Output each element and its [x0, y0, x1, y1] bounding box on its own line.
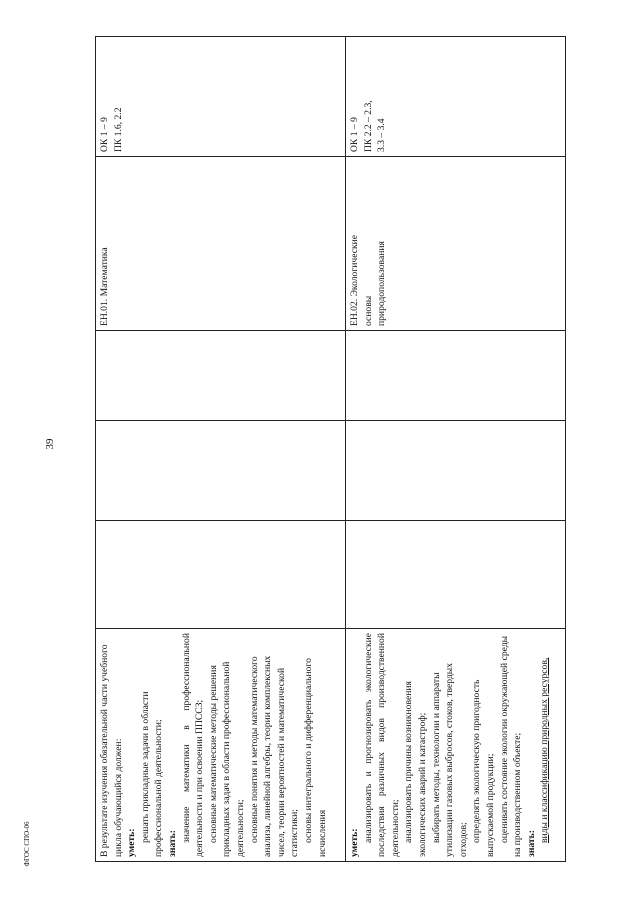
page-number: 39 [44, 438, 56, 450]
text-line: виды и классификацию природных ресурсов, [539, 657, 551, 843]
skills-heading: уметь: [126, 828, 138, 857]
table-row [346, 37, 566, 862]
skills-heading: уметь: [349, 828, 360, 857]
empty-cell [346, 521, 566, 629]
word: значение [180, 806, 192, 843]
text-line: экологических аварий и катастроф; [416, 712, 428, 857]
text-line: цикла обучающийся должен: [112, 738, 124, 857]
discipline-name: ЕН.02. Экологические [349, 234, 360, 326]
knowledge-heading: знать: [166, 830, 178, 857]
word: различных [376, 752, 388, 797]
text-line: утилизации газовых выбросов, стоков, твердых [444, 663, 456, 857]
text-line: В результате изучения обязательной части учебного [99, 644, 110, 857]
empty-cell [96, 521, 346, 629]
text-line: на производственном объекте; [512, 732, 524, 857]
rotated-page [95, 37, 565, 862]
word: профессиональной [180, 633, 192, 711]
word: прогнозировать [362, 699, 374, 764]
document-footer: ФГОС СПО-06 [23, 821, 31, 867]
empty-cell [96, 331, 346, 421]
empty-cell [346, 421, 566, 521]
competencies-cell [96, 37, 346, 157]
table-row [96, 37, 346, 862]
discipline-name: основы [362, 295, 374, 326]
competency-code: ОК 1 – 9 [99, 117, 110, 152]
text-line: анализировать причины возникновения [403, 681, 415, 843]
text-line: оценивать состояние экологии окружающей среды [498, 635, 510, 843]
discipline-name: ЕН.01. Математика [99, 247, 110, 326]
text-line: отходов; [457, 822, 469, 857]
word: последствия [376, 806, 388, 857]
text-line: выпускаемой продукции; [484, 753, 496, 857]
text-line: деятельности; [389, 799, 401, 857]
competency-code: ОК 1 – 9 [349, 117, 360, 152]
competency-code: ПК 1.6, 2.2 [112, 107, 124, 152]
word: производственной [376, 633, 388, 708]
discipline-name: природопользования [376, 241, 388, 326]
text-line: деятельности; [234, 799, 246, 857]
text-line: решать прикладные задачи в области [139, 691, 151, 843]
text-line: прикладных задач в области профессиональной [221, 661, 233, 857]
word: и [362, 771, 374, 777]
justified-line [362, 633, 376, 857]
competency-code: 3.3 – 3.4 [376, 118, 388, 152]
empty-cell [96, 421, 346, 521]
text-line: основные понятия и методы математического [248, 656, 260, 843]
text-line: анализа, линейной алгебры, теории комплексных [262, 655, 274, 857]
text-line: основные математические методы решения [207, 665, 219, 843]
word: экологические [362, 633, 374, 693]
justified-line [375, 633, 389, 857]
landscape-content [95, 37, 565, 862]
text-line: профессиональной деятельности; [153, 719, 165, 857]
word: математики [180, 744, 192, 792]
text-line: чисел, теории вероятностей и математической [275, 667, 287, 857]
requirements-cell [96, 629, 346, 862]
text-line: статистики; [289, 809, 301, 857]
competency-code: ПК 2.2 – 2.3, [362, 100, 374, 152]
discipline-cell [96, 157, 346, 331]
text-line: основы интегрального и дифференциального [302, 658, 314, 843]
word: видов [376, 718, 388, 742]
requirements-cell [346, 629, 566, 862]
empty-cell [346, 331, 566, 421]
curriculum-table [95, 36, 566, 862]
competencies-cell [346, 37, 566, 157]
text-line: деятельности и при освоении ППССЗ; [194, 699, 206, 857]
word: анализировать [362, 783, 374, 843]
text-line: выбирать методы, технологии и аппараты [430, 672, 442, 843]
text-line: исчисления [316, 809, 328, 857]
word: в [180, 725, 192, 730]
discipline-cell [346, 157, 566, 331]
text-line: определять экологическую пригодность [471, 679, 483, 843]
knowledge-heading: знать: [525, 830, 537, 857]
justified-line [180, 633, 194, 857]
